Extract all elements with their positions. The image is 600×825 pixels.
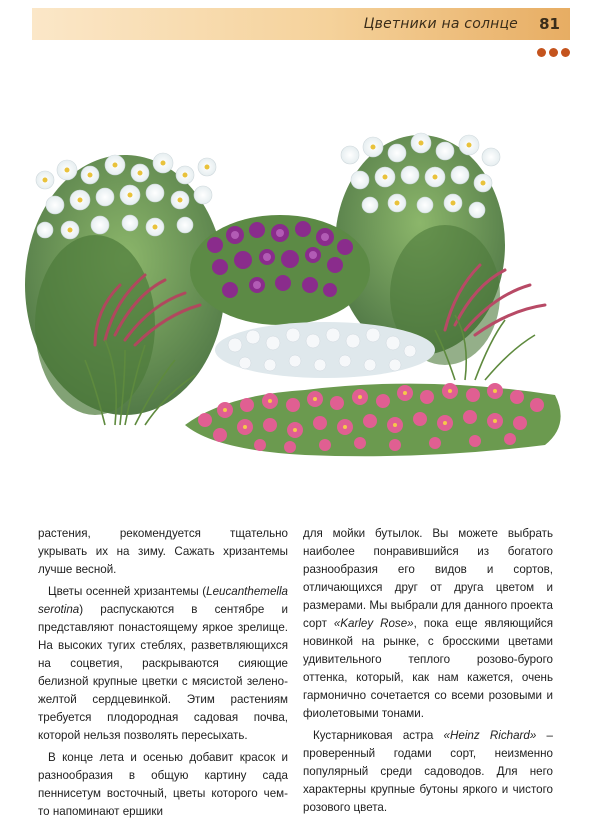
white-groundcover [215, 322, 435, 378]
text-column-left [38, 525, 288, 825]
cultivar-name: «Karley Rose» [333, 617, 414, 630]
text-span: – проверенный годами сорт, неизменно популярный среди садоводов. Для него характерны крупные бутоны яркого и чистого розового цвета. [303, 729, 553, 814]
text-column-right [303, 525, 553, 821]
paragraph [303, 727, 553, 817]
latin-name: Leucanthemella serotina [38, 585, 288, 616]
cultivar-name: «Heinz Richard» [443, 729, 537, 742]
dot-icon [549, 48, 558, 57]
flower-bed-illustration [25, 125, 575, 465]
text-span: Цветы осенней хризантемы ( [48, 585, 207, 598]
page-header-bar [32, 8, 570, 40]
paragraph: растения, рекомендуется тщательно укрывать их на зиму. Сажать хризантемы лучше весной. [38, 527, 288, 576]
paragraph [38, 583, 288, 745]
text-span: , пока еще являющийся новинкой на рынке, с бросскими цветами удивительного теплого розово-бурого оттенка, который, как нам кажется, очень гармонично сочетается со всеми розовыми и фиолетовыми тонами. [303, 617, 553, 720]
section-title: Цветники на солнце [363, 16, 518, 32]
text-span: Кустарниковая астра [313, 729, 444, 742]
pink-asters-foreground [185, 383, 561, 456]
dot-icon [537, 48, 546, 57]
paragraph: В конце лета и осенью добавит красок и разнообразия в общую картину сада пеннисетум восточный, цветы которого чем-то напоминают ершики [38, 751, 288, 818]
page-number: 81 [539, 15, 560, 33]
paragraph [303, 525, 553, 723]
text-span: для мойки бутылок. Вы можете выбрать наиболее понравившийся из богатого разнообразия его видов и сортов, отличающихся друг от друга цветом и размерами. Мы выбрали для данного проекта сорт [303, 527, 553, 630]
text-span: ) распускаются в сентябре и представляют понастоящему яркое зрелище. На высоких тугих стеблях, разветвляющихся на соцветия, раскрываются сияющие белизной крупные цветки с мясистой зелено-желтой сердцевинкой. Этим растениям требуется плодородная садовая почва, которой нельзя позволять пересыхать. [38, 603, 288, 742]
decorative-dots [537, 48, 570, 57]
purple-asters [190, 215, 370, 325]
dot-icon [561, 48, 570, 57]
